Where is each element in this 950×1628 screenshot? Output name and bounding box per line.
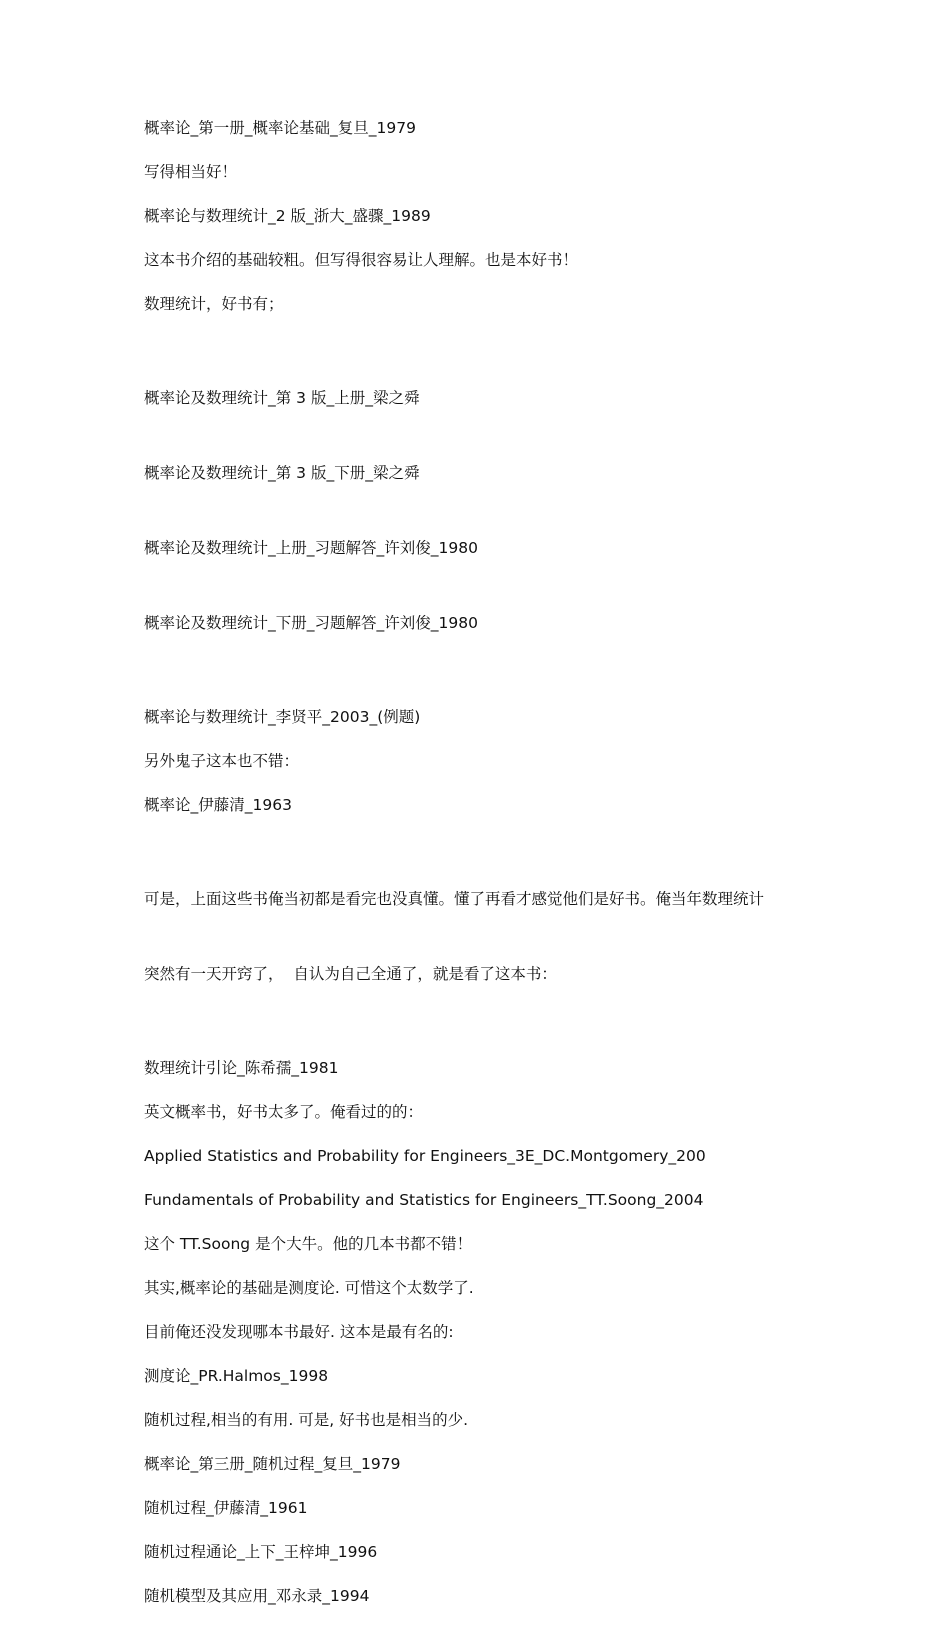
long-paragraph: [144, 837, 824, 1037]
book-list-item: 概率论及数理统计_第 3 版_上册_梁之舜: [144, 389, 420, 407]
book-list-item: 概率论及数理统计_第 3 版_下册_梁之舜: [144, 464, 420, 482]
paragraph: 其实,概率论的基础是测度论. 可惜这个太数学了.: [144, 1279, 474, 1297]
paragraph: 随机过程通论_上下_王梓坤_1996: [144, 1543, 378, 1561]
paragraph: 测度论_PR.Halmos_1998: [144, 1367, 329, 1385]
paragraph-line: 可是，上面这些书俺当初都是看完也没真懂。懂了再看才感觉他们是好书。俺当年数理统计: [144, 890, 765, 908]
paragraph: Fundamentals of Probability and Statistics for Engineers_TT.Soong_2004: [144, 1191, 704, 1209]
paragraph: 数理统计引论_陈希孺_1981: [144, 1059, 339, 1077]
paragraph: 英文概率书，好书太多了。俺看过的的：: [144, 1103, 424, 1121]
paragraph: 概率论与数理统计_李贤平_2003_(例题): [144, 708, 421, 726]
paragraph: 概率论_第三册_随机过程_复旦_1979: [144, 1455, 401, 1473]
paragraph: 这本书介绍的基础较粗。但写得很容易让人理解。也是本好书！: [144, 251, 579, 269]
paragraph: 另外鬼子这本也不错：: [144, 752, 300, 770]
paragraph: 概率论_伊藤清_1963: [144, 796, 292, 814]
paragraph: 随机模型及其应用_邓永录_1994: [144, 1587, 370, 1605]
paragraph: 随机过程,相当的有用. 可是, 好书也是相当的少.: [144, 1411, 469, 1429]
paragraph-line: 突然有一天开窍了， 自认为自己全通了，就是看了这本书：: [144, 965, 557, 983]
paragraph: 目前俺还没发现哪本书最好. 这本是最有名的:: [144, 1323, 454, 1341]
paragraph: 这个 TT.Soong 是个大牛。他的几本书都不错！: [144, 1235, 473, 1253]
document-body: [144, 116, 824, 1628]
paragraph: 数理统计，好书有；: [144, 295, 284, 313]
paragraph: Applied Statistics and Probability for Engineers_3E_DC.Montgomery_200: [144, 1147, 706, 1165]
paragraph: 概率论与数理统计_2 版_浙大_盛骤_1989: [144, 207, 431, 225]
paragraph: 随机过程_伊藤清_1961: [144, 1499, 308, 1517]
book-list-item: 概率论及数理统计_下册_习题解答_许刘俊_1980: [144, 614, 478, 632]
book-list-item: 概率论及数理统计_上册_习题解答_许刘俊_1980: [144, 539, 478, 557]
paragraph: 概率论_第一册_概率论基础_复旦_1979: [144, 119, 416, 137]
paragraph: 写得相当好！: [144, 163, 238, 181]
book-list: [144, 336, 824, 686]
